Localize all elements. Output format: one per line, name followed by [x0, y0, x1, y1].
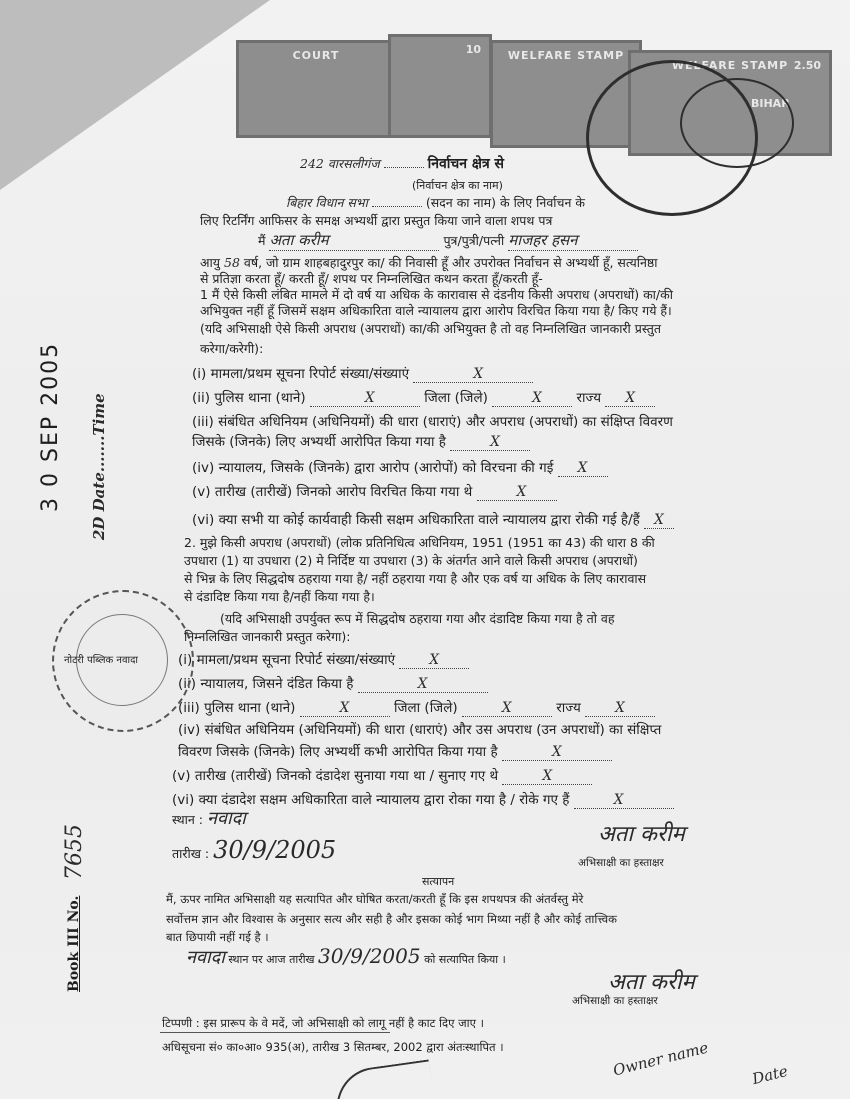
constituency-hand: 242 वारसलीगंज: [300, 156, 380, 171]
welfare-stamp-1: WELFARE STAMP: [490, 40, 642, 148]
part2-item-v: (v) तारीख (तारीखें) जिनको दंडादेश सुनाया गया था / सुनाए गए थे X: [172, 766, 592, 785]
deponent-signature: अता करीम: [598, 822, 685, 847]
part1-item-vi: (vi) क्या सभी या कोई कार्यवाही किसी सक्षम अधिकारिता वाले न्यायालय द्वारा रोकी गई है/हैं X: [192, 510, 674, 529]
house-label: (सदन का नाम) के लिए निर्वाचन के: [425, 195, 585, 210]
book-number-hand: 7655: [62, 824, 87, 880]
part1-item-i: (i) मामला/प्रथम सूचना रिपोर्ट संख्या/संख्याएं X: [192, 364, 533, 383]
footer-note: टिप्पणी : इस प्रारूप के वे मदें, जो अभिसाक्षी को लागू नहीं है काट दिए जाए ।: [162, 1016, 485, 1030]
postmark-right: [680, 78, 794, 168]
stamp-value: 2.50: [793, 59, 821, 72]
verification-signature: अता करीम: [608, 970, 695, 995]
part1-item-iv: (iv) न्यायालय, जिसके (जिनके) द्वारा आरोप (आरोपों) को विरचना की गई X: [192, 458, 608, 477]
part1-item-iii-cont: जिसके (जिनके) लिए अभ्यर्थी आरोपित किया गया है X: [192, 432, 530, 451]
part1-line-4: करेगा/करेगी):: [200, 341, 264, 356]
constituency-title: निर्वाचन क्षेत्र से: [427, 156, 505, 172]
court-stamp-2: 10: [388, 34, 492, 138]
part2-line-6: निम्नलिखित जानकारी प्रस्तुत करेगा):: [184, 629, 351, 644]
oath-line: से प्रतिज्ञा करता हूँ/ करती हूँ/ शपथ पर निम्नलिखित कथन करता हूँ/करती हूँ-: [200, 271, 543, 286]
age-line: आयु 58 वर्ष, जो ग्राम शाहबहादुरपुर का/ की निवासी हूँ और उपरोक्त निर्वाचन से अभ्यर्थी हूँ, सत्यनिष्ठा: [200, 255, 658, 270]
stamp-state: BIHAR: [751, 97, 790, 110]
date-stamp: 3 0 SEP 2005: [38, 341, 63, 512]
house-hand: बिहार विधान सभा: [286, 195, 368, 210]
part2-item-iv: (iv) संबंधित अधिनियम (अधिनियमों) की धारा (धाराएं) और उस अपराध (उन अपराधों) का संक्षिप्त: [178, 722, 662, 738]
footer-divider: [160, 1032, 390, 1033]
part2-line-3: से भिन्न के लिए सिद्धदोष ठहराया गया है/ नहीं ठहराया गया है और एक वर्ष या अधिक के लिए कारावास: [184, 571, 647, 586]
footer-notification: अधिसूचना सं० का०आ० 935(अ), तारीख 3 सितम्बर, 2002 द्वारा अंतःस्थापित ।: [162, 1040, 504, 1054]
verification-signature-caption: अभिसाक्षी का हस्ताक्षर: [572, 995, 658, 1007]
part2-line-1: 2. मुझे किसी अपराध (अपराधों) (लोक प्रतिनिधित्व अधिनियम, 1951 (1951 का 43) की धारा 8 की: [184, 535, 655, 550]
part1-item-iii: (iii) संबंधित अधिनियम (अधिनियमों) की धारा (धाराएं) और अपराध (अपराधों) का संक्षिप्त विवरण: [192, 414, 673, 430]
verification-place-hand: नवादा: [186, 947, 225, 968]
part1-item-ii: (ii) पुलिस थाना (थाने) X जिला (जिले) X राज्य X: [192, 388, 655, 407]
intro-line: लिए रिटर्निंग आफिसर के समक्ष अभ्यर्थी द्वारा प्रस्तुत किया जाने वाला शपथ पत्र: [200, 213, 553, 228]
signature-caption: अभिसाक्षी का हस्ताक्षर: [578, 857, 664, 869]
part2-line-5: (यदि अभिसाक्षी उपर्युक्त रूप में सिद्धदोष ठहराया गया और दंडादिष्ट किया गया है तो वह: [220, 611, 615, 626]
part2-line-2: उपधारा (1) या उपधारा (2) मे निर्दिष्ट या उपधारा (3) के अंतर्गत आने वाले किसी अपराध (अपराधों): [184, 553, 638, 568]
deponent-name: अता करीम: [269, 230, 439, 251]
part2-item-ii: (ii) न्यायालय, जिसने दंडित किया है X: [178, 674, 488, 693]
part1-item-v: (v) तारीख (तारीखें) जिनको आरोप विरचित किया गया थे X: [192, 482, 557, 501]
verification-date-row: नवादा स्थान पर आज तारीख 30/9/2005 को सत्यापित किया ।: [186, 944, 506, 968]
place-hand: नवादा: [206, 808, 246, 829]
verification-line-2: सर्वोत्तम ज्ञान और विश्वास के अनुसार सत्य और सही है और इसका कोई भाग मिथ्या नहीं है और कोई तात्त्विक: [166, 912, 618, 926]
constituency-caption: (निर्वाचन क्षेत्र का नाम): [412, 179, 503, 192]
court-stamp-1: COURT: [236, 40, 396, 138]
part1-line-2: अभियुक्त नहीं हूँ जिसमें सक्षम अधिकारिता वाले न्यायालय द्वारा आरोप विरचित किया गया है/ किए गये हैं।: [200, 303, 672, 318]
part2-item-vi: (vi) क्या दंडादेश सक्षम अधिकारिता वाले न्यायालय द्वारा रोका गया है / रोके गए हैं X: [172, 790, 674, 809]
constituency-line: [300, 154, 504, 173]
verification-title: सत्यापन: [422, 875, 455, 888]
notary-seal-text: नोटरी पब्लिक नवादा: [64, 655, 139, 666]
place-row: स्थान : नवादा: [172, 808, 246, 829]
date-row: तारीख : 30/9/2005: [172, 836, 337, 864]
welfare-stamp-2: WELFARE STAMP 2.50 BIHAR: [628, 50, 832, 156]
bottom-handwriting-2: Date: [750, 1061, 790, 1089]
part1-line-3: (यदि अभिसाक्षी ऐसे किसी अपराध (अपराधों) का/की अभियुक्त है तो वह निम्नलिखित जानकारी प्रस्तुत: [200, 321, 661, 336]
house-line: [286, 194, 585, 211]
verification-date-hand: 30/9/2005: [318, 944, 421, 968]
bottom-scribble: [332, 1059, 435, 1099]
verification-line-1: मैं, ऊपर नामित अभिसाक्षी यह सत्यापित और घोषित करता/करती हूँ कि इस शपथपत्र की अंतर्वस्तु मेरे: [166, 892, 584, 906]
deponent-line: मैं अता करीम पुत्र/पुत्री/पत्नी माजहर हसन: [258, 230, 638, 251]
verification-line-3: बात छिपायी नहीं गई है ।: [166, 930, 269, 944]
part2-item-iii: (iii) पुलिस थाना (थाने) X जिला (जिले) X राज्य X: [178, 698, 655, 717]
book-number-label: Book III No.: [66, 895, 82, 992]
part2-item-iv-cont: विवरण जिसके (जिनके) लिए अभ्यर्थी कभी आरोपित किया गया है X: [178, 742, 612, 761]
date-hand: 30/9/2005: [213, 836, 337, 864]
part2-line-4: से दंडादिष्ट किया गया है/नहीं किया गया है।: [184, 589, 375, 604]
date-line: 2D Date.......Time: [90, 393, 108, 540]
part1-line-1: 1 मैं ऐसे किसी लंबित मामले में दो वर्ष या अधिक के कारावास से दंडनीय किसी अपराध (अपराधों) का/की: [200, 287, 673, 302]
age-hand: 58: [224, 255, 240, 270]
part2-item-i: (i) मामला/प्रथम सूचना रिपोर्ट संख्या/संख्याएं X: [178, 650, 469, 669]
folded-corner: [0, 0, 270, 190]
father-name: माजहर हसन: [508, 230, 638, 251]
notary-seal: [52, 590, 194, 732]
bottom-handwriting: Owner name: [611, 1038, 711, 1080]
